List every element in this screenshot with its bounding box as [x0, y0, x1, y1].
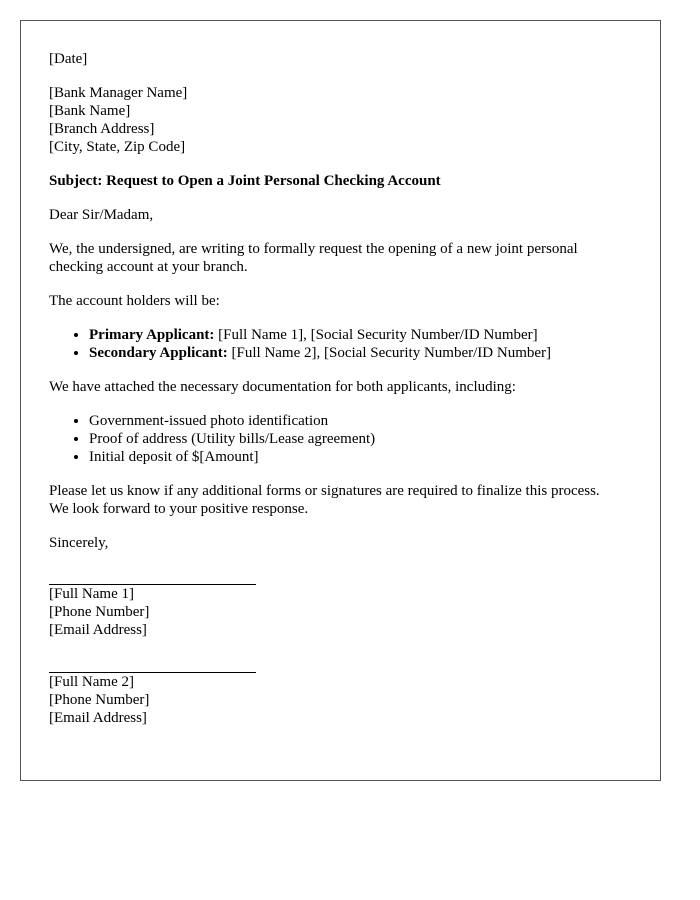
holder-role: Secondary Applicant: [89, 345, 228, 361]
signature-block [49, 584, 619, 639]
list-item [89, 326, 619, 344]
signer-name: [Full Name 1] [49, 586, 134, 602]
holder-role: Primary Applicant: [89, 327, 215, 343]
recipient-bank: [Bank Name] [49, 103, 131, 119]
recipient-branch: [Branch Address] [49, 121, 155, 137]
signer-phone: [Phone Number] [49, 692, 150, 708]
signer-phone: [Phone Number] [49, 604, 150, 620]
letter-body [49, 50, 619, 727]
list-item: • Proof of address (Utility bills/Lease agreement) [89, 430, 619, 448]
recipient-manager: [Bank Manager Name] [49, 85, 188, 101]
list-item: • Government-issued photo identification [89, 412, 619, 430]
holder-details: [Full Name 2], [Social Security Number/ID Number] [227, 345, 552, 361]
holder-details: [Full Name 1], [Social Security Number/ID Number] [214, 327, 538, 343]
letter-salutation: Dear Sir/Madam, [49, 207, 154, 223]
signature-block [49, 672, 619, 727]
recipient-address [49, 84, 619, 156]
letter-date: [Date] [49, 51, 88, 67]
signer-email: [Email Address] [49, 710, 147, 726]
docs-list [49, 412, 619, 466]
letter-subject: Subject: Request to Open a Joint Personal Checking Account [49, 173, 441, 189]
intro-paragraph: We, the undersigned, are writing to formally request the opening of a new joint personal checking account at your branch. [49, 241, 578, 275]
list-item [89, 344, 619, 362]
holders-list [49, 326, 619, 362]
letter-page [20, 20, 661, 781]
docs-intro: We have attached the necessary documentation for both applicants, including: [49, 379, 516, 395]
signer-email: [Email Address] [49, 622, 147, 638]
holders-intro: The account holders will be: [49, 293, 220, 309]
list-item: • Initial deposit of $[Amount] [89, 448, 619, 466]
recipient-city: [City, State, Zip Code] [49, 139, 186, 155]
signoff: Sincerely, [49, 535, 109, 551]
closing-paragraph: Please let us know if any additional forms or signatures are required to finalize this process. We look forward to your positive response. [49, 483, 600, 517]
signer-name: [Full Name 2] [49, 674, 134, 690]
